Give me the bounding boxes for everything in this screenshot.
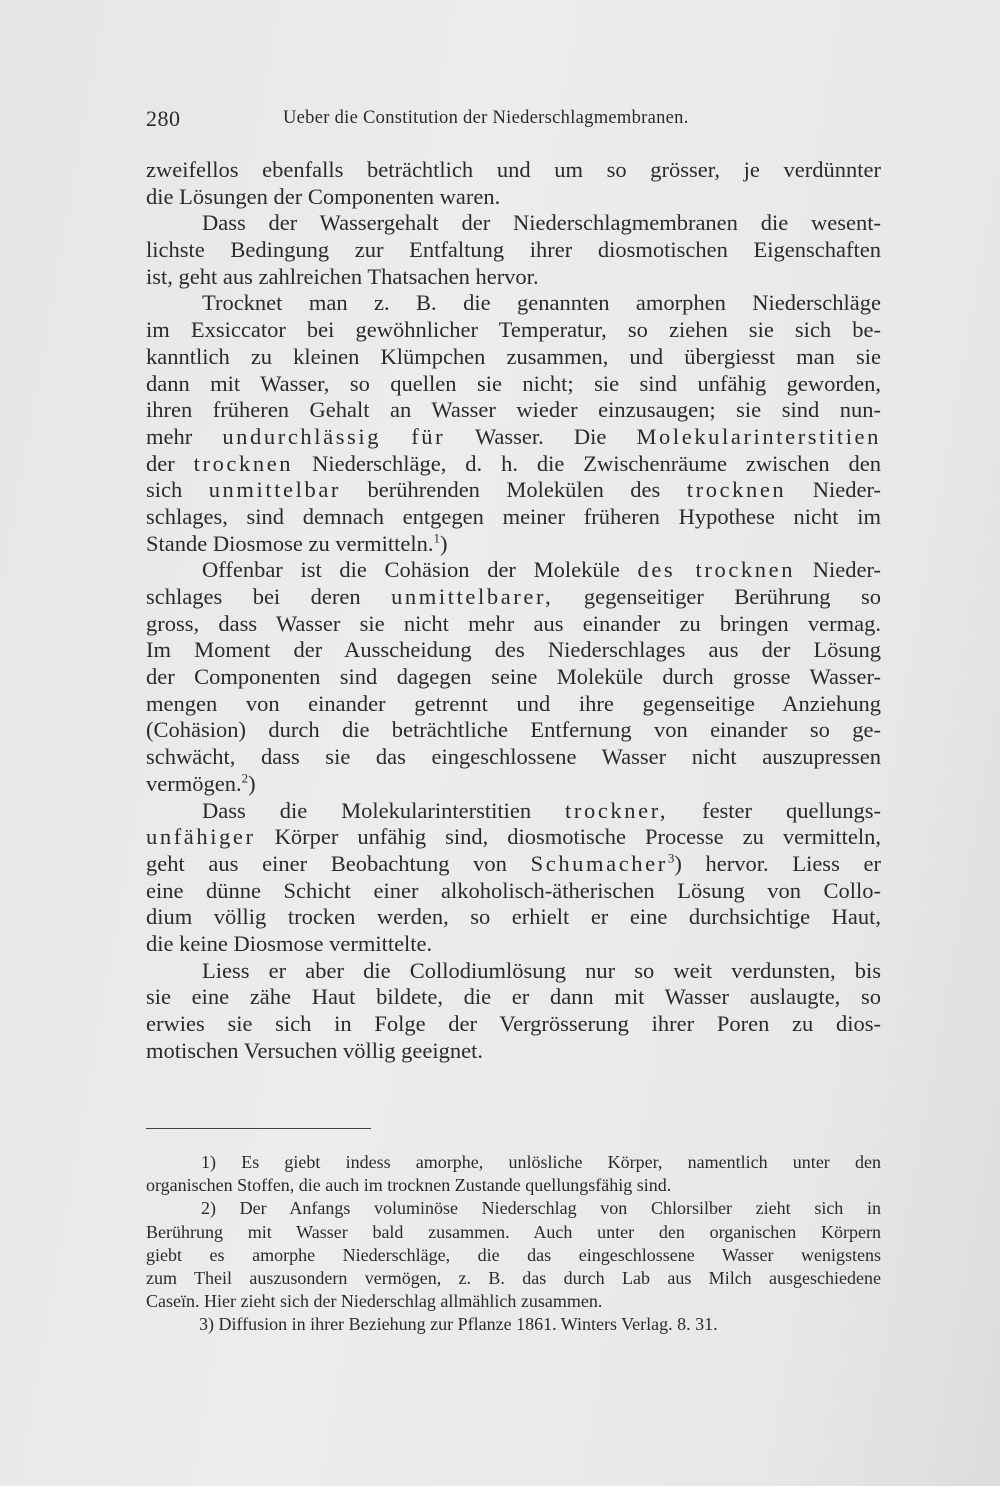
body-line: schlages bei deren unmittelbarer, gegenseitiger Berührung so [146, 584, 881, 609]
footnotes [146, 1151, 881, 1337]
body-line: geht aus einer Beobachtung von Schumacher$^3$) hervor. Liess er [146, 850, 881, 876]
emphasis: unmittelbarer, [391, 584, 554, 609]
body-line: mengen von einander getrennt und ihre gegenseitige Anziehung [146, 690, 881, 716]
body-line: Trocknet man z. B. die genannten amorphen Niederschläge [202, 290, 881, 316]
emphasis: des trocknen [637, 557, 796, 583]
body-line: eine dünne Schicht einer alkoholisch-ätherischen Lösung von Collo- [146, 877, 881, 903]
body-line: dann mit Wasser, so quellen sie nicht; sie sind unfähig geworden, [146, 370, 881, 396]
footnote-divider [146, 1128, 371, 1129]
body-line: schlages, sind demnach entgegen meiner früheren Hypothese nicht im [146, 503, 881, 529]
footnote-line: Caseïn. Hier zieht sich der Niederschlag allmählich zusammen. [146, 1291, 603, 1312]
footnote-line: zum Theil auszusondern vermögen, z. B. das durch Lab aus Milch ausgeschiedene [146, 1267, 881, 1288]
footnote-line: 1) Es giebt indess amorphe, unlösliche Körper, namentlich unter den [201, 1152, 881, 1172]
body-line: zweifellos ebenfalls beträchtlich und um so grösser, je verdünnter [146, 157, 881, 182]
emphasis: trocknen [193, 450, 294, 476]
body-text [146, 157, 881, 1064]
body-line: Im Moment der Ausscheidung des Niederschlages aus der Lösung [146, 637, 881, 663]
body-text-segment: vermögen. [146, 770, 242, 796]
footnote-ref[interactable]: 3 [667, 850, 675, 866]
body-line: die Lösungen der Componenten waren. [146, 183, 501, 209]
page-header [146, 106, 881, 136]
body-line: motischen Versuchen völlig geeignet. [146, 1037, 484, 1063]
body-line: (Cohäsion) durch die beträchtliche Entfernung von einander so ge- [146, 717, 881, 743]
body-line: im Exsiccator bei gewöhnlicher Temperatur, so ziehen sie sich be- [146, 317, 881, 343]
emphasis: unmittelbar [208, 477, 342, 503]
body-line: gross, dass Wasser sie nicht mehr aus einander zu bringen vermag. [146, 610, 881, 636]
body-line: sie eine zähe Haut bildete, die er dann mit Wasser auslaugte, so [146, 984, 881, 1010]
footnote-line: organischen Stoffen, die auch im trocknen Zustande quellungsfähig sind. [146, 1175, 672, 1196]
body-line: die keine Diosmose vermittelte. [146, 930, 433, 956]
body-line: der Componenten sind dagegen seine Moleküle durch grosse Wasser- [146, 664, 881, 690]
footnote-line: 2) Der Anfangs voluminöse Niederschlag von Chlorsilber zieht sich in [201, 1198, 881, 1219]
emphasis: trockner, [565, 797, 669, 823]
body-text-segment: Stande Diosmose zu vermitteln. [146, 530, 434, 556]
body-line: Offenbar ist die Cohäsion der Moleküle des trocknen Nieder- [202, 557, 881, 583]
body-line: ihren früheren Gehalt an Wasser wieder einzusaugen; sie sind nun- [146, 397, 881, 423]
body-line: erwies sie sich in Folge der Vergrösserung ihrer Poren zu dios- [146, 1011, 881, 1036]
emphasis: Molekularinterstitien [636, 423, 881, 449]
body-line: dium völlig trocken werden, so erhielt er eine durchsichtige Haut, [146, 904, 881, 930]
footnote-ref[interactable]: 1 [433, 530, 440, 546]
body-line: Dass der Wassergehalt der Niederschlagmembranen die wesent- [202, 210, 881, 236]
emphasis: undurchlässig [222, 423, 382, 449]
body-line: lichste Bedingung zur Entfaltung ihrer diosmotischen Eigenschaften [146, 237, 881, 263]
emphasis: unfähiger [146, 824, 256, 850]
footnote-line: 3) Diffusion in ihrer Beziehung zur Pflanze 1861. Winters Verlag. 8. 31. [199, 1314, 718, 1335]
body-line: der trocknen Niederschläge, d. h. die Zwischenräume zwischen den [146, 450, 881, 476]
running-title: Ueber die Constitution der Niederschlagmembranen. [283, 108, 689, 128]
footnote-line: giebt es amorphe Niederschläge, die das eingeschlossene Wasser wenigstens [146, 1244, 881, 1265]
emphasis: für [411, 423, 446, 449]
body-line: sich unmittelbar berührenden Molekülen des trocknen Nieder- [146, 477, 882, 503]
body-line: Liess er aber die Collodiumlösung nur so weit verdunsten, bis [202, 957, 881, 983]
body-line: schwächt, dass sie das eingeschlossene Wasser nicht auszupressen [146, 744, 881, 770]
body-line: Stande Diosmose zu vermitteln.$^1$) [146, 530, 448, 556]
emphasis: trocknen [686, 477, 787, 503]
body-line: ist, geht aus zahlreichen Thatsachen hervor. [146, 263, 539, 289]
body-line: Dass die Molekularinterstitien trockner, fester quellungs- [202, 797, 881, 823]
body-line: vermögen.$^2$) [146, 770, 256, 796]
emphasis: Schumacher [530, 850, 668, 876]
footnote-ref[interactable]: 2 [241, 770, 249, 786]
page-number: 280 [146, 106, 181, 131]
body-line: mehr undurchlässig für Wasser. Die Molekularinterstitien [146, 423, 881, 449]
body-line: unfähiger Körper unfähig sind, diosmotische Processe zu vermitteln, [146, 824, 881, 850]
footnote-line: Berührung mit Wasser bald zusammen. Auch unter den organischen Körpern [146, 1221, 881, 1242]
body-line: kanntlich zu kleinen Klümpchen zusammen, und übergiesst man sie [146, 343, 881, 369]
